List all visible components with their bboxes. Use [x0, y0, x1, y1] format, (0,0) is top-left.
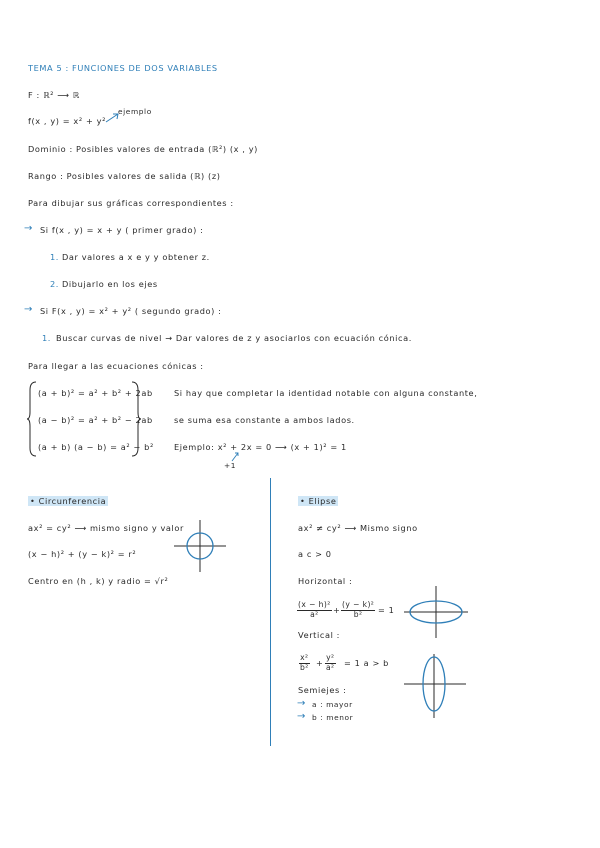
step-1-line: Dar valores a x e y y obtener z. [62, 252, 210, 262]
step-number: 1. [50, 252, 60, 262]
curvas-nivel-line: Buscar curvas de nivel → Dar valores de z y asociarlos con ecuación cónica. [56, 333, 412, 343]
fraction [299, 654, 310, 672]
arrow-icon: → [297, 698, 306, 709]
dominio-line: Dominio : Posibles valores de entrada (ℝ²) (x , y) [28, 144, 258, 154]
elipse-title: • Elipse [300, 496, 337, 506]
numerator: x² [300, 653, 309, 662]
numerator: y² [326, 653, 335, 662]
elipse-heading [298, 497, 338, 505]
fraction [341, 601, 375, 619]
circunferencia-line-1: ax² = cy² ⟶ mismo signo y valor [28, 523, 184, 533]
vertical-label: Vertical : [298, 630, 341, 640]
note-line: Si hay que completar la identidad notable con alguna constante, [174, 388, 478, 398]
semieje-menor: b : menor [312, 713, 354, 722]
function-line: f(x , y) = x² + y² [28, 116, 106, 126]
example-line: Ejemplo: x² + 2x = 0 ⟶ (x + 1)² = 1 [174, 442, 347, 452]
circunferencia-equation: (x − h)² + (y − k)² = r² [28, 549, 137, 559]
column-divider [270, 478, 271, 746]
denominator: b² [300, 662, 309, 672]
step-number: 2. [50, 279, 60, 289]
fraction [297, 601, 332, 619]
plus-sign: + [333, 605, 341, 615]
note-line: se suma esa constante a ambos lados. [174, 415, 355, 425]
numerator: (y − k)² [342, 600, 375, 609]
plus-sign: + [316, 658, 324, 668]
arrow-icon: → [297, 711, 306, 722]
circunferencia-center-radius: Centro en (h , k) y radio = √r² [28, 576, 169, 586]
step-number: 1. [42, 333, 52, 343]
plus-one-label: +1 [224, 461, 237, 470]
semiejes-label: Semiejes : [298, 685, 347, 695]
page-title: TEMA 5 : FUNCIONES DE DOS VARIABLES [28, 63, 218, 73]
denominator: b² [353, 609, 363, 619]
mapping-line: F : ℝ² ⟶ ℝ [28, 90, 80, 100]
rango-line: Rango : Posibles valores de salida (ℝ) (z) [28, 171, 221, 181]
elipse-line-2: a c > 0 [298, 549, 332, 559]
para-dibujar-line: Para dibujar sus gráficas correspondientes : [28, 198, 234, 208]
left-brace-icon [26, 380, 38, 458]
vertical-ellipse-sketch [404, 654, 466, 718]
denominator: a² [326, 662, 335, 672]
equals-one: = 1 [378, 605, 395, 615]
si-primer-grado-line: Si f(x , y) = x + y ( primer grado) : [40, 225, 204, 235]
identity-square-diff: (a − b)² = a² + b² − 2ab [38, 415, 153, 425]
circle-sketch [174, 520, 226, 572]
arrow-icon: → [24, 223, 33, 234]
numerator: (x − h)² [298, 600, 331, 609]
fraction [325, 654, 336, 672]
arrow-icon: → [24, 304, 33, 315]
step-2-line: Dibujarlo en los ejes [62, 279, 158, 289]
circunferencia-title: • Circunferencia [30, 496, 107, 506]
ejemplo-label: ejemplo [118, 107, 152, 116]
horizontal-ellipse-sketch [404, 586, 468, 638]
identity-square-sum: (a + b)² = a² + b² + 2ab [38, 388, 153, 398]
si-segundo-grado-line: Si F(x , y) = x² + y² ( segundo grado) : [40, 306, 222, 316]
elipse-line-1: ax² ≠ cy² ⟶ Mismo signo [298, 523, 418, 533]
equals-one-condition: = 1 a > b [344, 658, 389, 668]
denominator: a² [310, 609, 319, 619]
circunferencia-heading [28, 497, 108, 505]
identity-diff-squares: (a + b) (a − b) = a² − b² [38, 442, 154, 452]
semieje-mayor: a : mayor [312, 700, 353, 709]
para-llegar-line: Para llegar a las ecuaciones cónicas : [28, 361, 204, 371]
horizontal-label: Horizontal : [298, 576, 353, 586]
